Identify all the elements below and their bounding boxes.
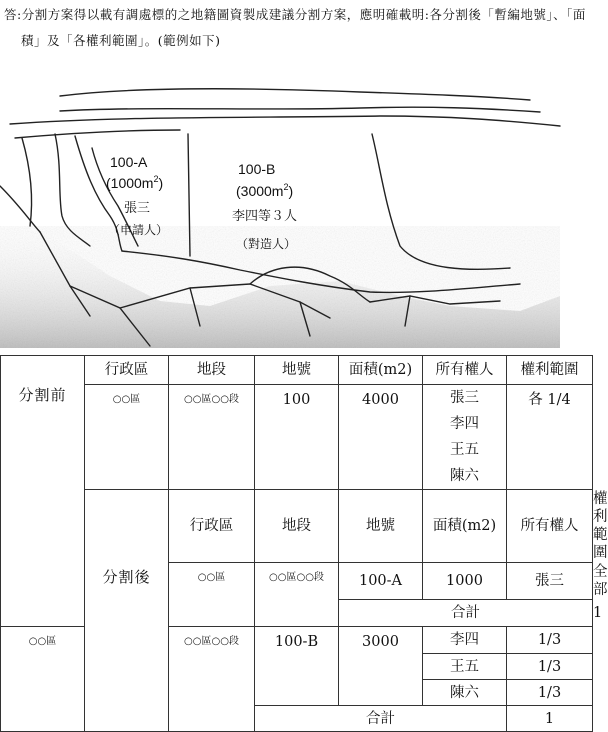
header-area: 面積(m2): [423, 490, 507, 563]
after-b-owner: 李四: [423, 627, 507, 654]
parcel-a-owner: 張三: [124, 201, 151, 216]
header-district: 行政區: [85, 356, 169, 385]
after-label: 分割後: [85, 490, 169, 732]
parcel-b-role: （對造人）: [236, 237, 297, 251]
header-owner: 所有權人: [423, 356, 507, 385]
after-b-owner: 陳六: [423, 680, 507, 706]
header-lot: 地號: [339, 490, 423, 563]
after-b-total: 1: [507, 706, 593, 732]
after-a-section: ○○區○○段: [255, 563, 339, 627]
after-b-lot: 100-B: [255, 627, 339, 706]
after-a-area: 1000: [423, 563, 507, 600]
after-a-row: ○○區 ○○區○○段 100-A 1000 張三 全部: [1, 563, 593, 600]
before-header-row: [1, 356, 593, 385]
before-owner: 張三: [450, 390, 479, 406]
before-owner: 王五: [450, 442, 479, 458]
header-lot: 地號: [255, 356, 339, 385]
after-a-total-row: 合計 1: [1, 600, 593, 627]
header-area: 面積(m2): [339, 356, 423, 385]
before-owners: [423, 385, 507, 490]
header-section: 地段: [169, 356, 255, 385]
before-district: ○○區: [85, 385, 169, 490]
after-b-owner: 王五: [423, 654, 507, 680]
after-a-district: ○○區: [169, 563, 255, 627]
after-b-rights: 1/3: [507, 680, 593, 706]
after-a-lot: 100-A: [339, 563, 423, 600]
after-b-total-label: 合計: [255, 706, 507, 732]
header-district: 行政區: [169, 490, 255, 563]
after-b-rights: 1/3: [507, 654, 593, 680]
after-b-area: 3000: [339, 627, 423, 706]
after-header-row: 分割後 行政區 地段 地號 面積(m2) 所有權人 權利範圍: [1, 490, 593, 563]
before-rights: 各 1/4: [507, 385, 593, 490]
after-b-district: ○○區: [1, 627, 85, 732]
after-a-owner: 張三: [507, 563, 593, 600]
parcel-b-owner: 李四等３人: [232, 209, 298, 224]
subdivision-table: [0, 355, 608, 732]
header-rights: 權利範圍: [507, 356, 593, 385]
before-section: ○○區○○段: [169, 385, 255, 490]
parcel-b-area: $(3000m^2)$: [236, 182, 294, 199]
after-a-total-label: 合計: [339, 600, 593, 627]
intro-line-1: 答:分割方案得以載有調處標的之地籍圖資製成建議分割方案，應明確載明:各分割後「暫編地號」、「面: [4, 7, 586, 22]
parcel-b-number: 100-B: [238, 161, 276, 177]
intro-text: [4, 2, 594, 54]
parcel-a-area: $(1000m^2)$: [106, 174, 164, 191]
before-owner: 李四: [450, 416, 479, 432]
parcel-a-role: （申請人）: [108, 223, 169, 237]
header-owner: 所有權人: [507, 490, 593, 563]
after-b-section: ○○區○○段: [169, 627, 255, 732]
before-label: 分割前: [1, 356, 85, 627]
before-owner: 陳六: [450, 468, 479, 484]
after-b-rights: 1/3: [507, 627, 593, 654]
cadastral-map: [0, 56, 600, 348]
parcel-a-number: 100-A: [110, 154, 148, 170]
before-lot: 100: [255, 385, 339, 490]
before-data-row: [1, 385, 593, 490]
intro-line-2: 積」及「各權利範圍」。(範例如下): [21, 33, 221, 48]
before-area: 4000: [339, 385, 423, 490]
header-section: 地段: [255, 490, 339, 563]
